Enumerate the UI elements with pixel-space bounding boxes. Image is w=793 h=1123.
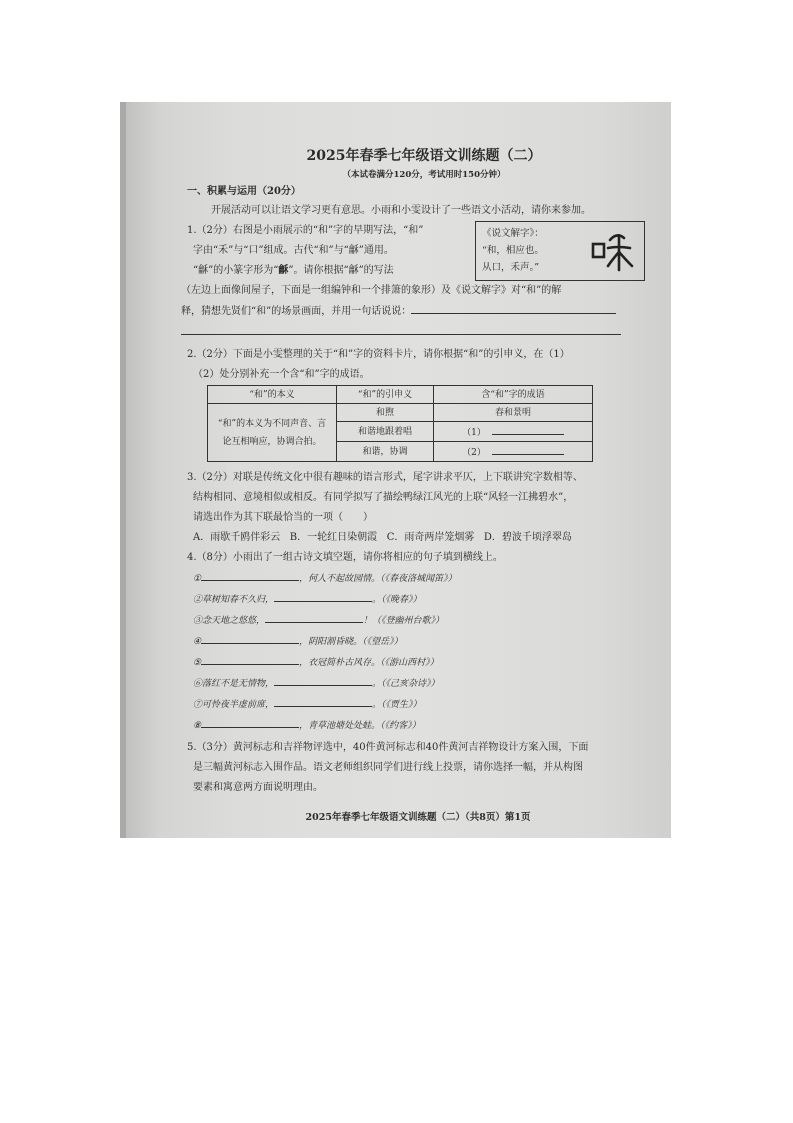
page-content (181, 145, 643, 828)
q1-line: 1.（2分）右图是小雨展示的“和”字的早期写法，“和” (187, 225, 424, 236)
idiom-label: （1） (462, 428, 486, 438)
poem-pre: ⑦可怜夜半虚前席， (193, 700, 275, 710)
q5-line: 是三幅黄河标志入围作品。语文老师组织同学们进行线上投票，请你选择一幅，并从构图 (193, 762, 583, 773)
answer-blank[interactable] (274, 694, 372, 707)
q1-line: （左边上面像间屋子，下面是一组编钟和一个排箫的象形）及《说文解字》对“和”的解 (181, 285, 562, 296)
page-title: 2025年春季七年级语文训练题（二） (306, 148, 542, 164)
table-header: 含“和”字的成语 (434, 386, 593, 404)
poem-item (193, 610, 643, 631)
original-meaning-text: “和”的本义为不同声音、言 (217, 418, 327, 429)
he-meaning-table (207, 385, 593, 462)
box-line: 从口，禾声。” (482, 262, 540, 273)
q1-line (181, 301, 643, 322)
extended-meaning-cell: 和谐地跟着唱 (337, 422, 434, 442)
poem-pre: ④ (193, 637, 202, 647)
idiom-label: （2） (462, 448, 486, 458)
idiom-cell: 春和景明 (434, 404, 593, 422)
poem-post: 。（《晚春》） (372, 595, 422, 605)
option-c[interactable]: C．雨奇两岸笼烟雾 (386, 532, 475, 543)
poem-item (193, 694, 643, 715)
q2-line: 2.（2分）下面是小雯整理的关于“和”字的资料卡片，请你根据“和”的引申义，在（1） (187, 349, 570, 360)
poem-pre: ⑧ (193, 721, 202, 731)
option-a[interactable]: A．雨歇千鸥伴彩云 (193, 532, 281, 543)
answer-blank[interactable] (201, 568, 299, 581)
original-meaning-cell (208, 404, 337, 462)
answer-blank[interactable] (274, 673, 372, 686)
answer-blank[interactable] (201, 631, 299, 644)
q1-text: 释，猜想先贤们“和”的场景画面，并用一句话说说： (181, 306, 412, 317)
section-heading: 一、积累与运用（20分） (187, 186, 301, 197)
poem-pre: ③念天地之悠悠， (193, 616, 266, 626)
q3-line: 3.（2分）对联是传统文化中很有趣味的语言形式，尾字讲求平仄，上下联讲究字数相等、 (187, 472, 583, 483)
table-header: “和”的引申义 (337, 386, 434, 404)
q1-text: “龢”的小篆字形为“ (193, 265, 279, 276)
poem-item (193, 673, 643, 694)
poem-post: ，青草池塘处处蛙。（《约客》） (299, 721, 421, 731)
q3-options (193, 528, 643, 548)
answer-blank[interactable] (411, 301, 616, 314)
question-4 (187, 548, 643, 736)
poem-item (193, 568, 643, 589)
option-d[interactable]: D．碧波千顷浮翠岛 (483, 532, 572, 543)
poem-post: ，何人不起故园情。（《春夜洛城闻笛》） (299, 574, 457, 584)
poem-item (193, 631, 643, 652)
box-line: “和，相应也。 (482, 245, 544, 256)
question-5 (187, 738, 643, 798)
q1-text: ”。请你根据“龢”的写法 (288, 265, 394, 276)
poem-post: 。（《己亥杂诗》） (372, 679, 440, 689)
idiom-cell[interactable] (434, 442, 593, 462)
poem-pre: ⑥落红不是无情物， (193, 679, 275, 689)
page-subtitle: （本试卷满分120分，考试用时150分钟） (342, 170, 506, 180)
poem-item (193, 715, 643, 736)
page-footer: 2025年春季七年级语文训练题（二）（共8页）第1页 (305, 812, 531, 823)
table-header: “和”的本义 (208, 386, 337, 404)
poem-post: ，衣冠简朴古风存。（《游山西村》） (299, 658, 439, 668)
answer-blank[interactable] (265, 610, 363, 623)
question-2 (187, 345, 643, 462)
poem-pre: ②草树知春不久归， (193, 595, 275, 605)
question-1 (181, 221, 643, 343)
q2-line: （2）处分别补充一个含“和”字的成语。 (193, 369, 370, 380)
q4-line: 4.（8分）小雨出了一组古诗文填空题，请你将相应的句子填到横线上。 (187, 552, 503, 563)
q3-line[interactable]: 请选出作为其下联最恰当的一项（ ） (193, 512, 373, 523)
q3-line: 结构相同、意境相似或相反。有同学拟写了描绘鸭绿江风光的上联“风轻一江拂碧水”， (193, 492, 574, 503)
idiom-cell[interactable] (434, 422, 593, 442)
option-b[interactable]: B．一轮红日染朝霞 (289, 532, 378, 543)
extended-meaning-cell: 和谐，协调 (337, 442, 434, 462)
answer-blank[interactable] (201, 715, 299, 728)
he-seal-script-icon (590, 228, 636, 274)
seal-char-inline: 龢 (278, 265, 289, 276)
answer-blank[interactable] (201, 652, 299, 665)
poem-pre: ① (193, 574, 202, 584)
q5-line: 5.（3分）黄河标志和吉祥物评选中，40件黄河标志和40件黄河吉祥物设计方案入围，下面 (187, 742, 589, 753)
intro-text: 开展活动可以让语文学习更有意思。小雨和小雯设计了一些语文小活动，请你来参加。 (211, 205, 591, 216)
poem-post: ，阴阳割昏晓。（《望岳》） (299, 637, 403, 647)
question-3 (187, 468, 643, 548)
answer-blank[interactable] (274, 589, 372, 602)
q1-line: 字由“禾”与“口”组成。古代“和”与“龢”通用。 (193, 245, 394, 256)
poem-post: ！（《登幽州台歌》） (363, 616, 445, 626)
box-line: 《说文解字》： (482, 228, 544, 239)
poem-post: 。（《贾生》） (372, 700, 422, 710)
extended-meaning-cell: 和煦 (337, 404, 434, 422)
paper-shadow-edge (120, 102, 126, 838)
poem-item (193, 589, 643, 610)
poem-item (193, 652, 643, 673)
answer-line[interactable] (181, 322, 643, 343)
original-meaning-text: 论互相响应，协调合拍。 (222, 436, 322, 447)
poem-pre: ⑤ (193, 658, 202, 668)
q5-line: 要素和寓意两方面说明理由。 (193, 782, 323, 793)
shuowen-quote-box (475, 221, 645, 281)
